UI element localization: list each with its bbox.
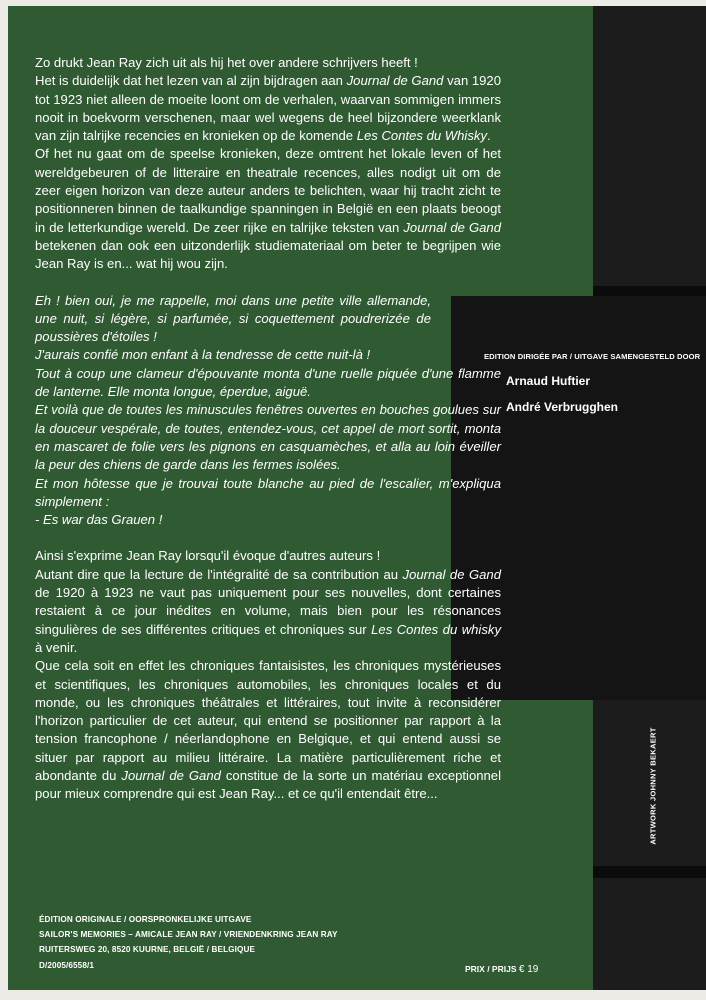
price bbox=[465, 964, 538, 975]
paragraph-french-intro: Ainsi s'exprime Jean Ray lorsqu'il évoque d'autres auteurs ! bbox=[35, 548, 381, 564]
quote-paragraph: Et mon hôtesse que je trouvai toute blanche au pied de l'escalier, m'expliqua simplement : bbox=[35, 475, 501, 509]
publisher-line: ÉDITION ORIGINALE / OORSPRONKELIJKE UITGAVE bbox=[39, 915, 252, 924]
paragraph-dutch-journal: Het is duidelijk dat het lezen van al zijn bijdragen aan Journal de Gand van 1920 tot 1923 niet alleen de moeite loont om de verhalen, waarvan sommigen immers nooit in boekvorm verschenen, maar wel wegens de heel bijzondere weerklank van zijn talrijke recencies en kronieken op de komende Les Contes du Whisky. bbox=[35, 73, 501, 144]
italic-title: Les Contes du whisky bbox=[371, 621, 501, 637]
paragraph-french-journal: Autant dire que la lecture de l'intégralité de sa contribution au Journal de Gand de 1920 à 1923 ne vaut pas uniquement pour ses nouvelles, dont certaines restaient à ce jour inédites en volume, mais bien pour les résonances singulières de ses différentes critiques et chroniques sur Les Contes du whisky à venir. bbox=[35, 566, 501, 655]
price-label: PRIX / PRIJS bbox=[465, 964, 517, 974]
dark-band-bottom bbox=[593, 866, 706, 878]
italic-title: Les Contes du Whisky bbox=[356, 128, 487, 144]
paragraph-gap bbox=[35, 274, 501, 292]
paragraph-dutch-chronicles: Of het nu gaat om de speelse kronieken, deze omtrent het lokale leven of het wereldgebeuren of de litteraire en theatrale recences, alles nodigt uit om de zeer eigen horizon van deze auteur anders te belichten, waar hij tracht zicht te positionneren binnen de taalkundige spanningen in België en een plaats beoogt in de letterkundige wereld. De zeer rijke en talrijke teksten van Journal de Gand betekenen dan ook een uitzonderlijk studiemateriaal om beter te begrijpen wie Jean Ray is en... wat hij wou zijn. bbox=[35, 146, 501, 272]
italic-title: Journal de Gand bbox=[402, 566, 501, 582]
quote-paragraph: Et voilà que de toutes les minuscules fenêtres ouvertes en bouches goulues sur la douceur vespérale, de toutes, entendez-vous, cet appel de mort sortit, monta en mascaret de folie vers les pignons en casquamèches, et alla au loin éveiller la peur des chiens de garde dans les fermes isolées. bbox=[35, 402, 501, 473]
quote-paragraph: Eh ! bien oui, je me rappelle, moi dans une petite ville allemande, une nuit, si légère, si parfumée, si coquettement poudrerizée de poussières d'étoiles ! bbox=[35, 292, 431, 345]
quote-paragraph: - Es war das Grauen ! bbox=[35, 512, 163, 528]
paragraph-gap bbox=[35, 529, 501, 547]
blurb-text bbox=[35, 54, 501, 804]
artwork-credit: ARTWORK JOHNNY BEKAERT bbox=[648, 727, 658, 845]
book-back-cover bbox=[8, 6, 706, 990]
paragraph-french-chronicles: Que cela soit en effet les chroniques fantaisistes, les chroniques mystérieuses et scientifiques, les chroniques automobiles, les chroniques locales et du monde, ou les chroniques théâtrales et littéraires, tout invite à reconsidérer l'horizon particulier de cet auteur, qui entend se positionner par rapport à la tension francophone / néerlandophone en Belgique, et qui entend aussi se situer par rapport au milieu littéraire. La matière particulièrement riche et abondante du Journal de Gand constitue de la sorte un matériau exceptionnel pour mieux comprendre qui est Jean Ray... et ce qu'il entendait être... bbox=[35, 658, 501, 802]
editor-name: André Verbrugghen bbox=[506, 400, 619, 414]
editor-heading: EDITION DIRIGÉE PAR / UITGAVE SAMENGESTELD DOOR bbox=[484, 352, 701, 361]
publisher-line: RUITERSWEG 20, 8520 KUURNE, BELGIË / BELGIQUE bbox=[39, 945, 256, 955]
italic-title: Journal de Gand bbox=[121, 767, 221, 783]
publisher-line: SAILOR'S MEMORIES – AMICALE JEAN RAY / VRIENDENKRING JEAN RAY bbox=[39, 930, 338, 940]
legal-deposit: D/2005/6558/1 bbox=[39, 960, 95, 970]
italic-title: Journal de Gand bbox=[346, 73, 444, 89]
editor-name: Arnaud Huftier bbox=[506, 374, 590, 388]
quote-paragraph: J'aurais confié mon enfant à la tendresse de cette nuit-là ! bbox=[35, 347, 371, 363]
quote-paragraph: Tout à coup une clameur d'épouvante monta d'une ruelle piquée d'une flamme de lanterne. Elle monta longue, éperdue, aiguë. bbox=[35, 365, 501, 400]
paragraph-dutch-intro: Zo drukt Jean Ray zich uit als hij het over andere schrijvers heeft ! bbox=[35, 55, 418, 70]
price-value: € 19 bbox=[518, 964, 539, 975]
publisher-info bbox=[39, 912, 338, 973]
italic-title: Journal de Gand bbox=[403, 219, 501, 235]
